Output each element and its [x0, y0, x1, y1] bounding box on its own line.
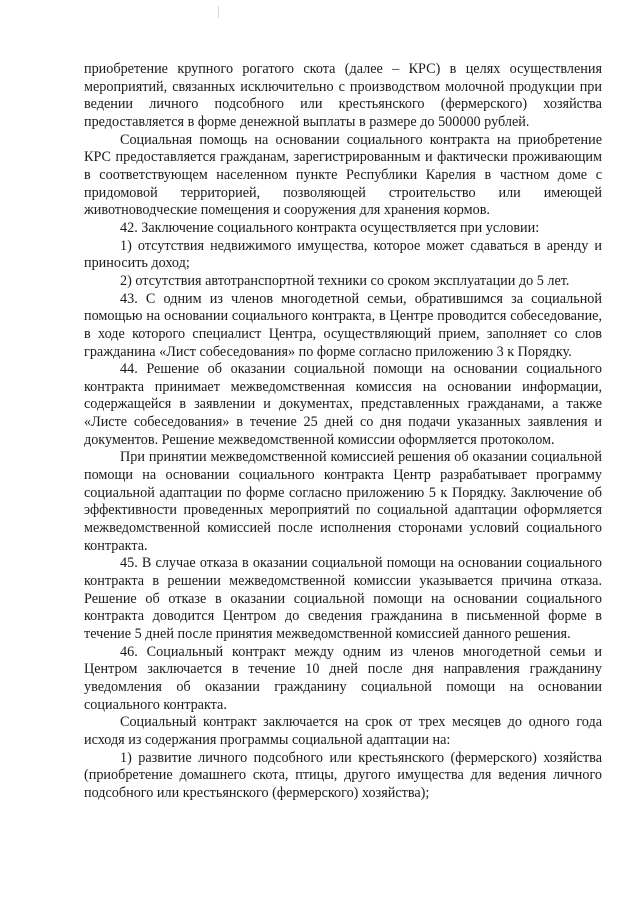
paragraph-krs-purchase: приобретение крупного рогатого скота (далее – КРС) в целях осуществления мероприятий, связанных исключительно с производством молочной продукции при ведении личного подсобного или крестьянского (фермерского) хозяйства предоставляется в форме денежной выплаты в размере до 500000 рублей.: [84, 61, 602, 130]
list-item-42-1: 1) отсутствия недвижимого имущества, которое может сдаваться в аренду и приносить доход;: [84, 237, 602, 272]
list-item-46-1: 1) развитие личного подсобного или крестьянского (фермерского) хозяйства (приобретение домашнего скота, птицы, другого имущества для ведения личного подсобного или крестьянского (фермерского) хозяйства);: [84, 749, 602, 801]
paragraph-44-adaptation: При принятии межведомственной комиссией решения об оказании социальной помощи на основании социального контракта Центр разрабатывает программу социальной адаптации по форме согласно приложению 5 к Порядку. Заключение об эффективности проведенных мероприятий по социальной адаптации оформляется межведомственной комиссией после исполнения сторонами условий социального контракта.: [84, 449, 602, 554]
paragraph-43: 43. С одним из членов многодетной семьи, обратившимся за социальной помощью на основании социального контракта, в Центре проводится собеседование, в ходе которого специалист Центра, осуществляющий прием, заполняет со слов гражданина «Лист собеседования» по форме согласно приложению 3 к Порядку.: [84, 290, 602, 360]
document-body: [84, 61, 602, 803]
list-item-42-2: 2) отсутствия автотранспортной техники со сроком эксплуатации до 5 лет.: [120, 272, 570, 289]
paragraph-42: 42. Заключение социального контракта осуществляется при условии:: [120, 219, 540, 236]
paragraph-44: 44. Решение об оказании социальной помощи на основании социального контракта принимает межведомственная комиссия на основании информации, содержащейся в заявлении и документах, представленных гражданами, а также «Листе собеседования» в течение 25 дней со дня подачи указанных заявления и документов. Решение межведомственной комиссии оформляется протоколом.: [84, 361, 602, 448]
scan-artifact-mark: [218, 6, 219, 18]
paragraph-krs-eligibility: Социальная помощь на основании социального контракта на приобретение КРС предоставляется гражданам, зарегистрированным и фактически проживающим в соответствующем населенном пункте Республики Карелия в частном доме с придомовой территорией, позволяющей строительство или имеющей животноводческие помещения и сооружения для хранения кормов.: [84, 131, 602, 219]
paragraph-46-term: Социальный контракт заключается на срок от трех месяцев до одного года исходя из содержания программы социальной адаптации на:: [84, 714, 602, 748]
paragraph-46: 46. Социальный контракт между одним из членов многодетной семьи и Центром заключается в течение 10 дней после дня направления гражданину уведомления об оказании гражданину социальной помощи на основании социального контракта.: [84, 643, 602, 713]
paragraph-45: 45. В случае отказа в оказании социальной помощи на основании социального контракта в решении межведомственной комиссии указывается причина отказа. Решение об отказе в оказании социальной помощи на основании социального контракта доводится Центром до сведения гражданина в письменной форме в течение 5 дней после принятия межведомственной комиссией данного решения.: [84, 555, 602, 642]
